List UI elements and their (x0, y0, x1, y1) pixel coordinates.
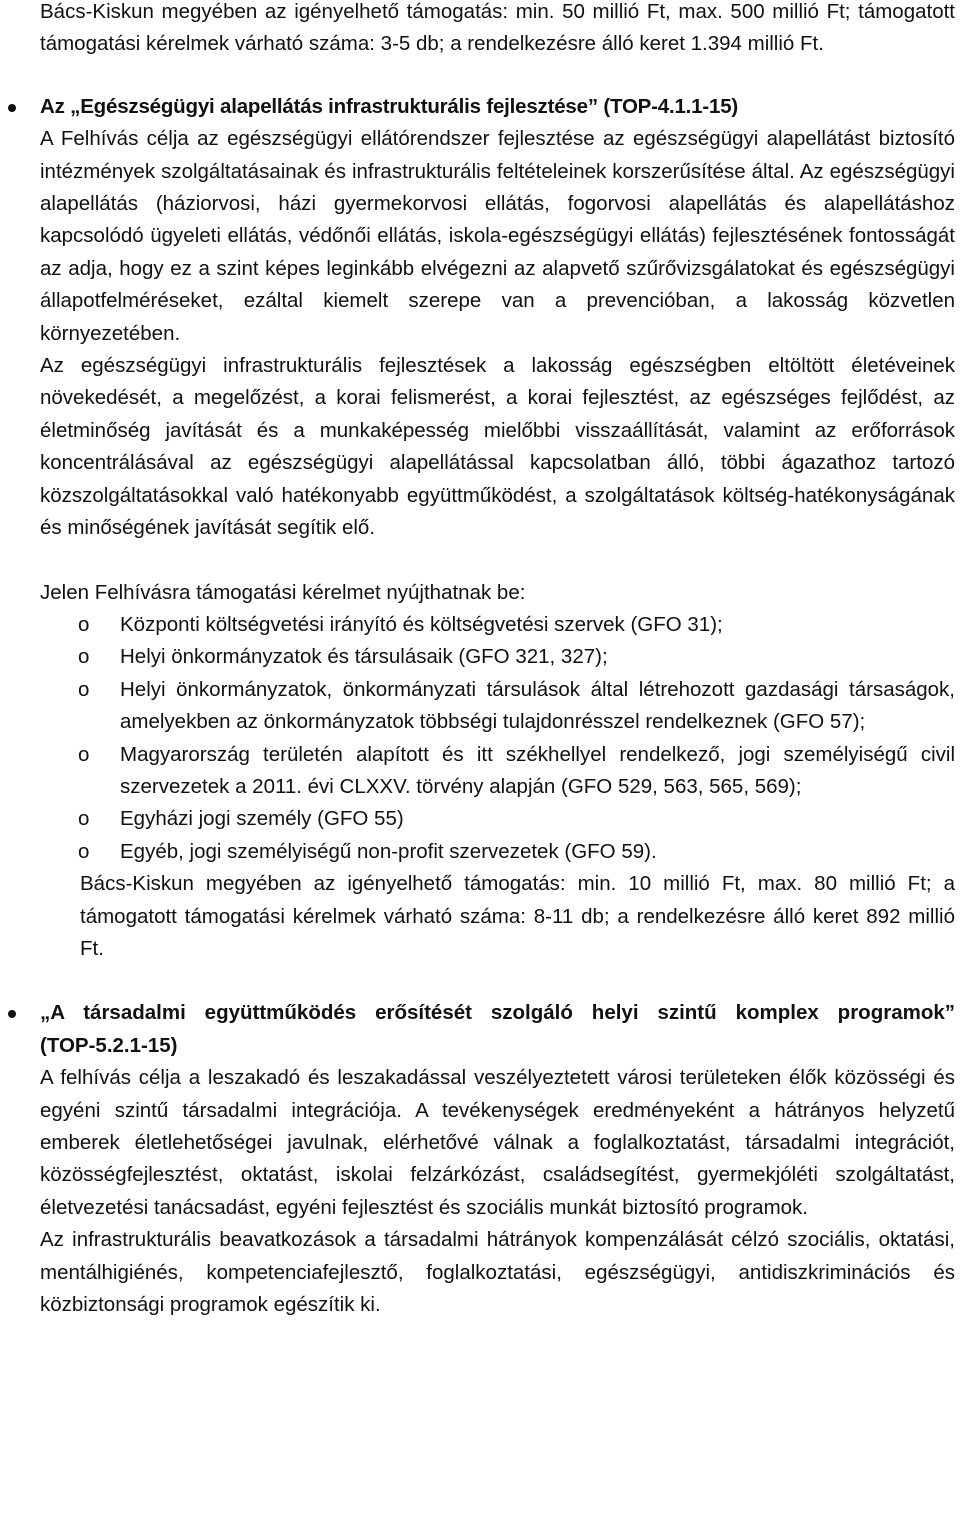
section-title: Az „Egészségügyi alapellátás infrastrukturális fejlesztése” (TOP-4.1.1-15) (40, 94, 739, 118)
circle-bullet-icon: o (78, 612, 90, 636)
applicants-heading: Jelen Felhívásra támogatási kérelmet nyújthatnak be: (40, 580, 526, 604)
section-title-code: (TOP-5.2.1-15) (40, 1033, 178, 1057)
intro-funding-paragraph: Bács-Kiskun megyében az igényelhető támogatás: min. 50 millió Ft, max. 500 millió Ft; támogatott támogatási kérelmek várható száma: 3-5 db; a rendelkezésre álló keret 1.394 millió Ft. (40, 0, 955, 56)
section-paragraph: A Felhívás célja az egészségügyi ellátórendszer fejlesztése az egészségügyi alapellátást biztosító intézmények szolgáltatásainak és infrastrukturális feltételeinek korszerűsítése által. Az egészségügyi alapellátás (háziorvosi, házi gyermekorvosi ellátás, fogorvosi alapellátás és alapellátáshoz kapcsolódó ügyeleti ellátás, védőnői ellátás, iskola-egészségügyi ellátás) fejlesztésének fontosságát az adja, hogy ez a szint képes leginkább elvégezni az alapvető szűrővizsgálatokat és egészségügyi állapotfelméréseket, ezáltal kiemelt szerepe van a prevencióban, a lakosság közvetlen környezetében. (40, 127, 955, 345)
bullet-icon (8, 104, 16, 112)
funding-paragraph: Bács-Kiskun megyében az igényelhető támogatás: min. 10 millió Ft, max. 80 millió Ft; a támogatott támogatási kérelmek várható száma: 8-11 db; a rendelkezésre álló keret 892 millió Ft. (80, 872, 955, 960)
document-page (40, 0, 955, 1321)
section-primary-care (40, 91, 955, 966)
list-item: o Helyi önkormányzatok és társulásaik (GFO 321, 327); (40, 641, 955, 673)
circle-bullet-icon: o (78, 645, 90, 669)
applicants-list (40, 609, 955, 868)
section-paragraph: Az egészségügyi infrastrukturális fejlesztések a lakosság egészségben eltöltött életéveinek növekedését, a megelőzést, a korai felismerést, a korai fejlesztést, az egészséges fejlődést, az életminőség javítását és a munkaképesség mielőbbi visszaállítását, valamint az erőforrások koncentrálásával az egészségügyi alapellátással kapcsolatban álló, többi ágazathoz tartozó közszolgáltatásokkal való hatékonyabb együttműködést, a szolgáltatások költség-hatékonyságának és minőségének javítását segítik elő. (40, 354, 955, 540)
list-item: o Magyarország területén alapított és itt székhellyel rendelkező, jogi személyiségű civil szervezetek a 2011. évi CLXXV. törvény alapján (GFO 529, 563, 565, 569); (40, 739, 955, 804)
section-social-cooperation (40, 997, 955, 1321)
list-item: o Helyi önkormányzatok, önkormányzati társulások által létrehozott gazdasági társaságok, amelyekben az önkormányzatok többségi tulajdonrésszel rendelkeznek (GFO 57); (40, 674, 955, 739)
circle-bullet-icon: o (78, 742, 90, 766)
list-item: o Egyházi jogi személy (GFO 55) (40, 803, 955, 835)
circle-bullet-icon: o (78, 807, 90, 831)
circle-bullet-icon: o (78, 677, 90, 701)
list-item: o Központi költségvetési irányító és költségvetési szervek (GFO 31); (40, 609, 955, 641)
bullet-icon (8, 1010, 16, 1018)
section-paragraph: Az infrastrukturális beavatkozások a társadalmi hátrányok kompenzálását célzó szociális, oktatási, mentálhigiénés, kompetenciafejlesztő, foglalkoztatási, egészségügyi, antidiszkriminációs és közbiztonsági programok egészítik ki. (40, 1228, 955, 1317)
section-paragraph: A felhívás célja a leszakadó és leszakadással veszélyeztetett városi területeken élők közösségi és egyéni szintű társadalmi integrációja. A tevékenységek eredményeként a hátrányos helyzetű emberek életlehetőségei javulnak, elérhetővé válnak a foglalkoztatást, társadalmi integrációt, közösségfejlesztést, oktatást, iskolai felzárkózást, családsegítést, gyermekjóléti szolgáltatást, életvezetési tanácsadást, egyéni fejlesztést és szociális munkát biztosító programok. (40, 1066, 955, 1219)
section-title: „A társadalmi együttműködés erősítését szolgáló helyi szintű komplex programok” (40, 1001, 955, 1025)
circle-bullet-icon: o (78, 839, 90, 863)
list-item: o Egyéb, jogi személyiségű non-profit szervezetek (GFO 59). (40, 836, 955, 868)
